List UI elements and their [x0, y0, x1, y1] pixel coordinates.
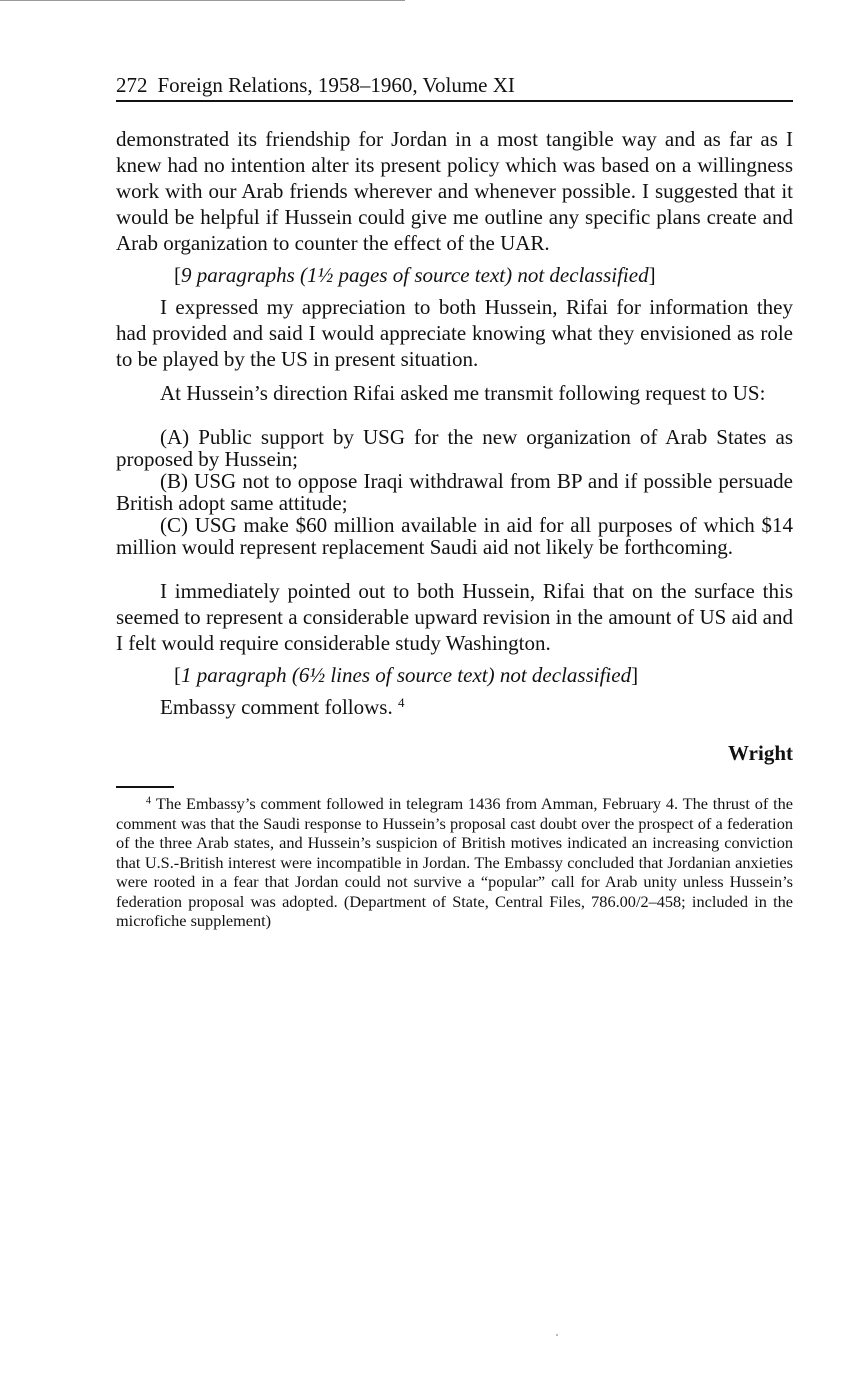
redaction-note-text: 1 paragraph (6½ lines of source text) not declassified — [181, 663, 632, 687]
redaction-note-text: 9 paragraphs (1½ pages of source text) not declassified — [181, 263, 649, 287]
document-body-continued — [116, 578, 793, 720]
footnote-reference: 4 — [397, 694, 405, 710]
paragraph-continued: demonstrated its friendship for Jordan in a most tangible way and as far as I knew had no intention alter its present policy which was based on a willingness work with our Arab friends wherever and whenever possible. I suggested that it would be helpful if Hussein could give me outline any specific plans create and Arab organization to counter the effect of the UAR. — [116, 127, 793, 255]
footnote-rule — [116, 786, 174, 788]
scan-speck — [556, 1334, 558, 1336]
signature: Wright — [728, 741, 793, 765]
footnote-marker: 4 — [146, 795, 152, 807]
footnote — [116, 794, 793, 931]
list-item: (C) USG make $60 million available in aid for all purposes of which $14 million would represent replacement Saudi aid not likely be forthcoming. — [116, 513, 793, 559]
list-item: (B) USG not to oppose Iraqi withdrawal from BP and if possible persuade British adopt same attitude; — [116, 469, 793, 515]
paragraph-embassy-comment — [116, 694, 793, 720]
request-list — [116, 426, 793, 558]
embassy-comment-text: Embassy comment follows. — [160, 695, 393, 719]
footnote-text: The Embassy’s comment followed in telegram 1436 from Amman, February 4. The thrust of the comment was that the Saudi response to Hussein’s proposal cast doubt over the prospect of a federation of the three Arab states, and Hussein’s suspicion of British motives indicated an increasing conviction that U.S.-British interest were incompatible in Jordan. The Embassy concluded that Jordanian anxieties were rooted in a fear that Jordan could not survive a “popular” call for Arab unity unless Hussein’s federation proposal was adopted. (Department of State, Central Files, 786.00/2–458; included in the microfiche supplement) — [116, 794, 793, 930]
list-item: (A) Public support by USG for the new organization of Arab States as proposed by Hussein; — [116, 425, 793, 471]
paragraph-request-intro: At Hussein’s direction Rifai asked me transmit following request to US: — [160, 381, 766, 405]
paragraph-appreciation: I expressed my appreciation to both Hussein, Rifai for information they had provided and said I would appreciate knowing what they envisioned as role to be played by the US in present situation. — [116, 295, 793, 371]
paragraph-response: I immediately pointed out to both Hussein, Rifai that on the surface this seemed to represent a considerable upward revision in the amount of US aid and I felt would require considerable study Washington. — [116, 579, 793, 655]
running-head — [116, 72, 793, 102]
redaction-note: [1 paragraph (6½ lines of source text) not declassified] — [174, 663, 639, 687]
scan-top-rule — [0, 0, 405, 1]
page-number: 272 — [116, 73, 148, 97]
running-head-title: Foreign Relations, 1958–1960, Volume XI — [157, 73, 515, 97]
document-body — [116, 126, 793, 406]
document-page — [116, 72, 793, 947]
redaction-note: [9 paragraphs (1½ pages of source text) not declassified] — [174, 263, 656, 287]
